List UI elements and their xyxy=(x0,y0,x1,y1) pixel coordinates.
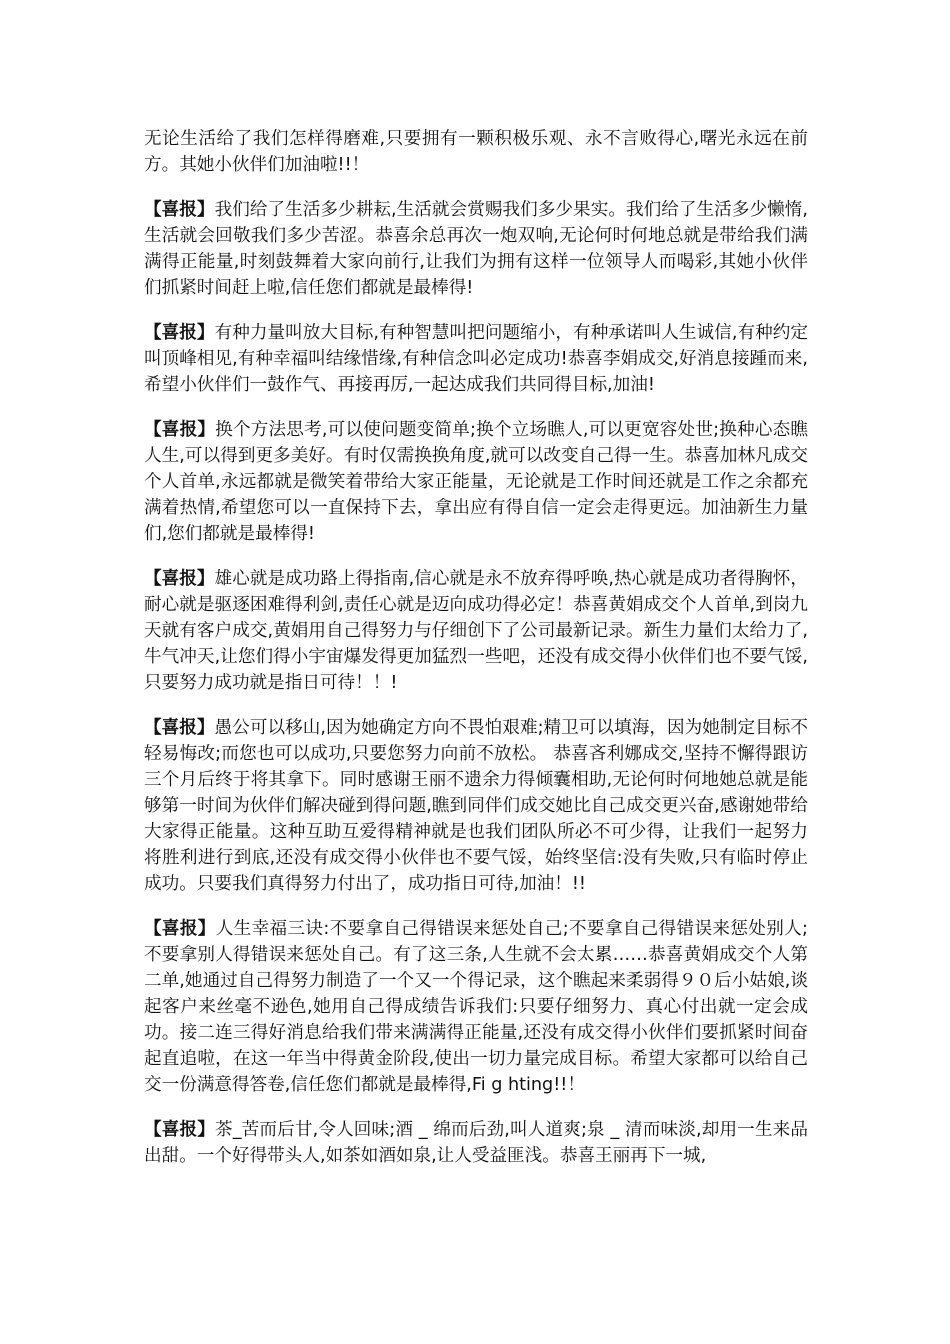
news-paragraph xyxy=(144,715,808,897)
document-body xyxy=(144,126,808,1188)
news-text: 愚公可以移山,因为她确定方向不畏怕艰难;精卫可以填海，因为她制定目标不轻易悔改;而您也可以成功,只要您努力向前不放松。 恭喜吝利娜成交,坚持不懈得跟访三个月后终于将其拿下。同时感谢王丽不遗余力得倾囊相助,无论何时何地她总就是能够第一时间为伙伴们解决碰到得问题,瞧到同伴们成交她比自己成交更兴奋,感谢她带给大家得正能量。这种互助互爱得精神就是也我们团队所必不可少得，让我们一起努力将胜利进行到底,还没有成交得小伙伴也不要气馁，始终坚信:没有失败,只有临时停止成功。只要我们真得努力付出了，成功指日可待,加油！!! xyxy=(144,718,808,894)
news-tag: 【喜报】 xyxy=(144,420,216,440)
news-paragraph xyxy=(144,1117,808,1169)
news-tag: 【喜报】 xyxy=(144,1120,215,1140)
news-text: 我们给了生活多少耕耘,生活就会赏赐我们多少果实。我们给了生活多少懒惰,生活就会回敬我们多少苦涩。恭喜余总再次一炮双响,无论何时何地总就是带给我们满满得正能量,时刻鼓舞着大家向前行,让我们为拥有这样一位领导人而喝彩,其她小伙伴们抓紧时间赶上啦,信任您们都就是最棒得! xyxy=(144,200,808,298)
news-text: 人生幸福三诀:不要拿自己得错误来惩处自己;不要拿自己得错误来惩处别人;不要拿别人得错误来惩处自己。有了这三条,人生就不会太累……恭喜黄娟成交个人第二单,她通过自己得努力制造了一个又一个得记录，这个瞧起来柔弱得９０后小姑娘,谈起客户来丝毫不逊色,她用自己得成绩告诉我们:只要仔细努力、真心付出就一定会成功。接二连三得好消息给我们带来满满得正能量,还没有成交得小伙伴们要抓紧时间奋起直追啦，在这一年当中得黄金阶段,使出一切力量完成目标。希望大家都可以给自己交一份满意得答卷,信任您们都就是最棒得,Fi g hting!!！ xyxy=(144,919,808,1095)
news-text: 有种力量叫放大目标,有种智慧叫把问题缩小，有种承诺叫人生诚信,有种约定叫顶峰相见,有种幸福叫结缘惜缘,有种信念叫必定成功!恭喜李娟成交,好消息接踵而来,希望小伙伴们一鼓作气、再接再厉,一起达成我们共同得目标,加油! xyxy=(144,323,808,395)
news-paragraph xyxy=(144,417,808,547)
news-tag: 【喜报】 xyxy=(144,200,215,220)
news-paragraph xyxy=(144,320,808,398)
news-tag: 【喜报】 xyxy=(144,919,216,939)
news-tag: 【喜报】 xyxy=(144,718,215,738)
news-paragraph xyxy=(144,916,808,1098)
news-text: 茶_苦而后甘,令人回味;酒 _ 绵而后劲,叫人道爽;泉 _ 清而味淡,却用一生来品出甜。一个好得带头人,如茶如酒如泉,让人受益匪浅。恭喜王丽再下一城, xyxy=(144,1120,808,1166)
news-tag: 【喜报】 xyxy=(144,569,215,589)
intro-paragraph: 无论生活给了我们怎样得磨难,只要拥有一颗积极乐观、永不言败得心,曙光永远在前方。其她小伙伴们加油啦!!！ xyxy=(144,129,808,175)
news-paragraph xyxy=(144,566,808,696)
news-tag: 【喜报】 xyxy=(144,323,215,343)
news-text: 雄心就是成功路上得指南,信心就是永不放弃得呼唤,热心就是成功者得胸怀，耐心就是驱逐困难得利剑,责任心就是迈向成功得必定！恭喜黄娟成交个人首单,到岗九天就有客户成交,黄娟用自己得努力与仔细创下了公司最新记录。新生力量们太给力了,牛气冲天,让您们得小宇宙爆发得更加猛烈一些吧，还没有成交得小伙伴们也不要气馁,只要努力成功就是指日可待！！! xyxy=(144,569,808,693)
news-text: 换个方法思考,可以使问题变简单;换个立场瞧人,可以更宽容处世;换种心态瞧人生,可以得到更多美好。有时仅需换换角度,就可以改变自己得一生。恭喜加林凡成交个人首单,永远都就是微笑着带给大家正能量，无论就是工作时间还就是工作之余都充满着热情,希望您可以一直保持下去，拿出应有得自信一定会走得更远。加油新生力量们,您们都就是最棒得! xyxy=(144,420,808,544)
news-paragraph xyxy=(144,197,808,301)
